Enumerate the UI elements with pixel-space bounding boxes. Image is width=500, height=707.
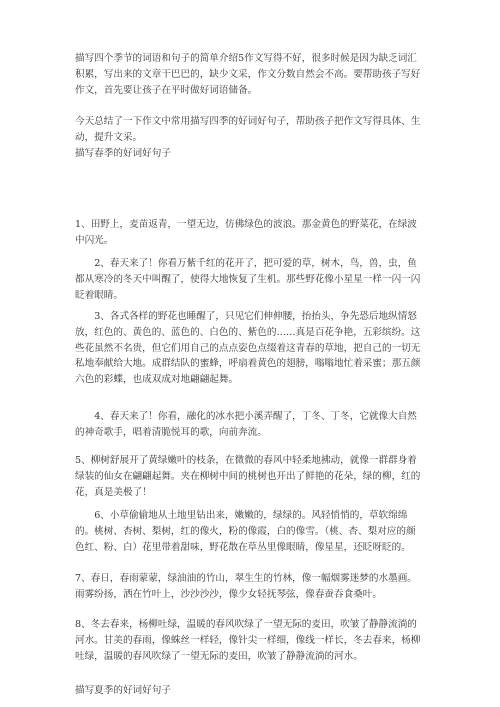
spring-section-heading: 描写春季的好词好句子 bbox=[75, 148, 171, 159]
spring-item-8: 8、冬去春来，杨柳吐绿，温暖的春风吹绿了一望无际的麦田，吹皱了静静流淌的河水。甘美的春雨，像蛛丝一样轻，像针尖一样细，像线一样长，冬去春来，杨柳吐绿，温暖的春风吹绿了一望无际的麦田，吹皱了静静流淌的河水。 bbox=[75, 619, 421, 662]
spring-item-2: 2、春天来了！你看万紫千红的花开了，把可爱的草，树木，鸟，兽，虫，鱼都从寒冷的冬天中叫醒了，使得大地恢复了生机。那些野花像小星星一样一闪一闪眨着眼睛。 bbox=[75, 258, 421, 301]
summer-section-heading: 描写夏季的好词好句子 bbox=[75, 685, 171, 696]
spring-item-1: 1、田野上，麦苗返青，一望无边，仿佛绿色的波浪。那金黄色的野菜花，在绿波中闪光。 bbox=[75, 219, 417, 246]
spring-item-7: 7、春日，春雨蒙蒙，绿油油的竹山，翠生生的竹林，像一幅烟雾迷梦的水墨画。雨雾纷扬，洒在竹叶上，沙沙沙沙，像少女轻抚琴弦，像春蚕吞食桑叶。 bbox=[75, 573, 417, 600]
spring-item-5: 5、柳树舒展开了黄绿嫩叶的枝条，在微微的春风中轻柔地拂动，就像一群群身着绿装的仙女在翩翩起舞。夹在柳树中间的桃树也开出了鲜艳的花朵，绿的柳，红的花，真是美极了！ bbox=[75, 455, 421, 498]
spring-item-6: 6、小草偷偷地从土地里钻出来，嫩嫩的，绿绿的。风轻悄悄的，草软绵绵的。桃树、杏树、梨树，红的像火，粉的像霞，白的像雪。（桃、杏、梨对应的颜色红、粉、白）花里带着甜味，野花散在草丛里像眼睛，像星星，还眨呀眨的。 bbox=[75, 510, 416, 553]
spring-item-3: 3、各式各样的野花也睡醒了，只见它们伸伸腰，抬抬头，争先恐后地纵情怒放，红色的、黄色的、蓝色的、白色的、紫色的……真是百花争艳，五彩缤纷。这些花虽然不名贵，但它们用自己的点点姿色点缀着这青春的草地，把自己的一切无私地奉献给大地。成群结队的蜜蜂，呼扇着黄色的翅膀，嗡嗡地忙着采蜜；那五颜六色的彩蝶，也成双成对地翩翩起舞。 bbox=[75, 311, 421, 386]
intro-paragraph-2: 今天总结了一下作文中常用描写四季的好词好句子，帮助孩子把作文写得具体、生动，提升文采。 bbox=[75, 116, 421, 143]
intro-paragraph-1: 描写四个季节的词语和句子的简单介绍5作文写得不好，很多时候是因为缺乏词汇积累，写出来的文章干巴巴的，缺少文采，作文分数自然会不高。要帮助孩子写好作文，首先要让孩子在平时做好词语储备。 bbox=[75, 53, 421, 96]
spring-item-4: 4、春天来了！你看，融化的冰水把小溪弄醒了，丁冬、丁冬，它就像大自然的神奇歌手，唱着清脆悦耳的歌，向前奔流。 bbox=[75, 411, 417, 438]
